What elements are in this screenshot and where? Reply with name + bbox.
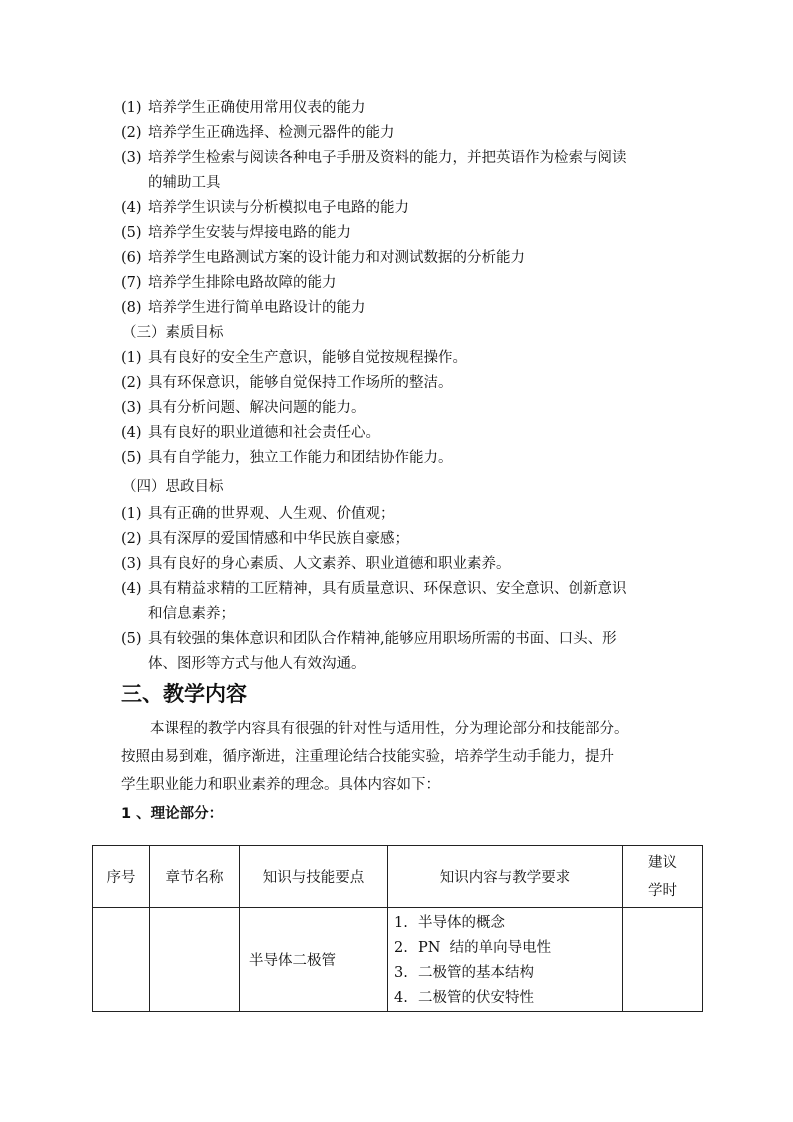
header-hours-line1: 建议 bbox=[648, 854, 677, 871]
item-number: (6) bbox=[121, 250, 142, 266]
header-hours-line2: 学时 bbox=[648, 882, 677, 899]
table-header-row bbox=[93, 846, 703, 908]
cell-seq bbox=[93, 908, 150, 1012]
item-text: 培养学生正确使用常用仪表的能力 bbox=[148, 100, 366, 116]
item-number: (2) bbox=[121, 125, 142, 141]
list-item bbox=[394, 986, 622, 1011]
item-number: (7) bbox=[121, 275, 142, 291]
header-knowledge: 知识与技能要点 bbox=[240, 846, 388, 908]
quality-goals-heading: （三）素质目标 bbox=[122, 325, 224, 341]
list-text: 半导体的概念 bbox=[418, 915, 505, 931]
item-number: (1) bbox=[121, 100, 142, 116]
item-text: 具有正确的世界观、人生观、价值观； bbox=[148, 506, 395, 522]
item-text: 具有分析问题、解决问题的能力。 bbox=[148, 400, 366, 416]
ideology-item-1 bbox=[121, 504, 395, 524]
item-text: 培养学生电路测试方案的设计能力和对测试数据的分析能力 bbox=[148, 250, 525, 266]
item-text: 培养学生进行简单电路设计的能力 bbox=[148, 300, 366, 316]
cell-content bbox=[388, 908, 623, 1012]
skill-item-7 bbox=[121, 273, 337, 293]
header-seq: 序号 bbox=[93, 846, 150, 908]
list-text: PN 结的单向导电性 bbox=[418, 940, 552, 956]
intro-line-3: 学生职业能力和职业素养的理念。具体内容如下： bbox=[121, 777, 440, 793]
skill-item-8 bbox=[121, 298, 366, 318]
quality-item-1 bbox=[121, 348, 467, 368]
item-number: (4) bbox=[121, 581, 142, 597]
item-number: (2) bbox=[121, 375, 142, 391]
item-text: 具有自学能力，独立工作能力和团结协作能力。 bbox=[148, 450, 453, 466]
skill-item-5 bbox=[121, 223, 351, 243]
item-number: (2) bbox=[121, 531, 142, 547]
quality-item-5 bbox=[121, 448, 453, 468]
item-number: (1) bbox=[121, 350, 142, 366]
item-number: (5) bbox=[121, 631, 142, 647]
ideology-item-3 bbox=[121, 554, 511, 574]
item-number: (3) bbox=[121, 400, 142, 416]
item-text: 培养学生检索与阅读各种电子手册及资料的能力，并把英语作为检索与阅读 bbox=[148, 150, 627, 166]
item-text: 具有深厚的爱国情感和中华民族自豪感； bbox=[148, 531, 409, 547]
skill-item-1 bbox=[121, 98, 366, 118]
skill-item-3 bbox=[121, 148, 627, 168]
header-content: 知识内容与教学要求 bbox=[388, 846, 623, 908]
list-number: 1. bbox=[394, 915, 408, 931]
course-content-table bbox=[92, 845, 703, 1012]
table-row bbox=[93, 908, 703, 1012]
header-chapter: 章节名称 bbox=[150, 846, 240, 908]
item-number: (3) bbox=[121, 556, 142, 572]
content-list bbox=[388, 908, 622, 1011]
theory-heading: 1 、理论部分： bbox=[121, 806, 224, 822]
item-text: 培养学生安装与焊接电路的能力 bbox=[148, 225, 351, 241]
item-text: 具有环保意识，能够自觉保持工作场所的整洁。 bbox=[148, 375, 453, 391]
ideology-item-5 bbox=[121, 629, 617, 649]
item-text: 具有良好的职业道德和社会责任心。 bbox=[148, 425, 380, 441]
header-hours bbox=[623, 846, 703, 908]
skill-item-2 bbox=[121, 123, 395, 143]
ideology-goals-heading: （四）思政目标 bbox=[122, 479, 224, 495]
skill-item-6 bbox=[121, 248, 525, 268]
item-number: (1) bbox=[121, 506, 142, 522]
item-text: 培养学生识读与分析模拟电子电路的能力 bbox=[148, 200, 409, 216]
skill-item-3-continuation: 的辅助工具 bbox=[148, 175, 221, 191]
list-number: 4. bbox=[394, 990, 408, 1006]
item-text: 培养学生正确选择、检测元器件的能力 bbox=[148, 125, 395, 141]
cell-hours bbox=[623, 908, 703, 1012]
ideology-item-5-continuation: 体、图形等方式与他人有效沟通。 bbox=[148, 656, 366, 672]
item-text: 具有良好的身心素质、人文素养、职业道德和职业素养。 bbox=[148, 556, 511, 572]
list-item bbox=[394, 961, 622, 986]
item-number: (3) bbox=[121, 150, 142, 166]
intro-line-2: 按照由易到难，循序渐进，注重理论结合技能实验，培养学生动手能力，提升 bbox=[121, 749, 614, 765]
list-number: 3. bbox=[394, 965, 408, 981]
item-text: 具有良好的安全生产意识，能够自觉按规程操作。 bbox=[148, 350, 467, 366]
list-item bbox=[394, 936, 622, 961]
skill-item-4 bbox=[121, 198, 409, 218]
ideology-item-2 bbox=[121, 529, 409, 549]
intro-line-1: 本课程的教学内容具有很强的针对性与适用性，分为理论部分和技能部分。 bbox=[150, 721, 629, 737]
item-number: (5) bbox=[121, 225, 142, 241]
item-number: (4) bbox=[121, 425, 142, 441]
quality-item-2 bbox=[121, 373, 453, 393]
list-text: 二极管的伏安特性 bbox=[418, 990, 534, 1006]
ideology-item-4 bbox=[121, 579, 627, 599]
list-number: 2. bbox=[394, 940, 408, 956]
cell-chapter bbox=[150, 908, 240, 1012]
list-item bbox=[394, 911, 622, 936]
cell-knowledge: 半导体二极管 bbox=[240, 908, 388, 1012]
item-number: (4) bbox=[121, 200, 142, 216]
section-title: 三、教学内容 bbox=[121, 682, 247, 706]
list-text: 二极管的基本结构 bbox=[418, 965, 534, 981]
item-number: (5) bbox=[121, 450, 142, 466]
item-text: 具有较强的集体意识和团队合作精神,能够应用职场所需的书面、口头、形 bbox=[148, 631, 617, 647]
item-text: 具有精益求精的工匠精神，具有质量意识、环保意识、安全意识、创新意识 bbox=[148, 581, 627, 597]
quality-item-4 bbox=[121, 423, 380, 443]
item-text: 培养学生排除电路故障的能力 bbox=[148, 275, 337, 291]
item-number: (8) bbox=[121, 300, 142, 316]
ideology-item-4-continuation: 和信息素养； bbox=[148, 606, 235, 622]
quality-item-3 bbox=[121, 398, 366, 418]
